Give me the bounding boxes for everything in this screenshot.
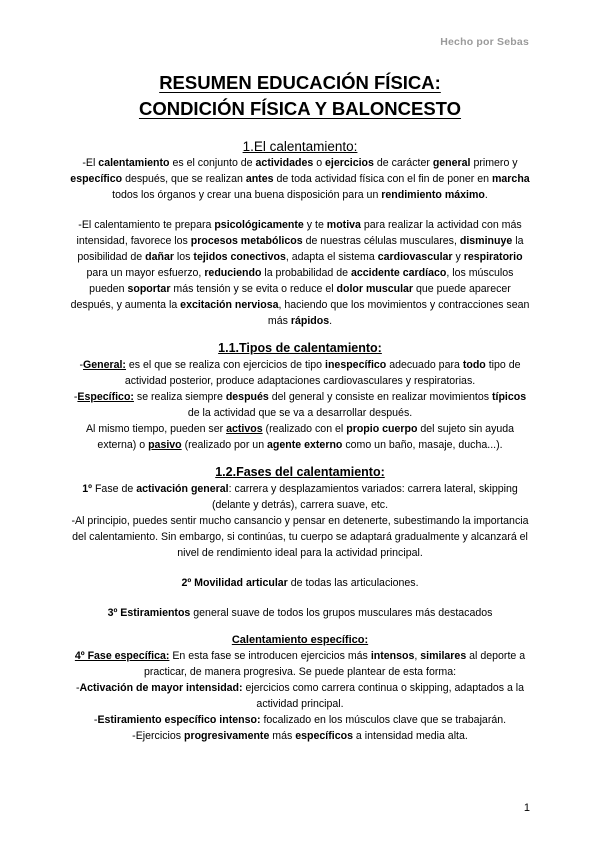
text-run: de nuestras células musculares, [302, 235, 460, 247]
bold-text: respiratorio [463, 251, 523, 263]
page-number: 1 [523, 802, 530, 814]
section-heading-tipos: 1.1.Tipos de calentamiento: [218, 341, 382, 355]
section-heading-calentamiento: 1.El calentamiento: [242, 139, 358, 154]
text-run: los [173, 251, 194, 263]
bold-text: específico [70, 173, 123, 185]
document-title [0, 70, 600, 122]
text-run: focalizado en los músculos clave que se trabajarán. [260, 714, 507, 726]
bold-text: cardiovascular [377, 251, 453, 263]
text-run: -Ejercicios [132, 730, 184, 742]
text-run: al deporte a practicar, de manera progresiva. Se puede plantear de esta forma: [143, 650, 526, 678]
text-run: se realiza siempre [133, 391, 226, 403]
text-run: Al mismo tiempo, pueden ser [85, 423, 227, 435]
bold-text: rendimiento máximo [381, 189, 485, 201]
bold-text: dolor muscular [336, 283, 414, 295]
text-run: después, que se realizan [122, 173, 246, 185]
bold-text: dañar [145, 251, 174, 263]
bold-text: activos [226, 423, 263, 435]
bold-text: rápidos [290, 315, 330, 327]
paragraph [70, 513, 530, 561]
text-run: tipo de actividad posterior, produce adaptaciones cardiovasculares y respiratorias. [124, 359, 521, 387]
bold-text: específicos [295, 730, 353, 742]
document-body [70, 138, 530, 744]
bold-text: marcha [492, 173, 530, 185]
bold-text: progresivamente [183, 730, 270, 742]
text-run: del sujeto sin ayuda externa) o [97, 423, 515, 451]
paragraph [70, 389, 530, 421]
bold-text: accidente cardíaco [350, 267, 447, 279]
bold-text: típicos [491, 391, 527, 403]
bold-text: propio cuerpo [346, 423, 418, 435]
title-line-1: RESUMEN EDUCACIÓN FÍSICA: [159, 72, 441, 93]
paragraph [70, 648, 530, 680]
paragraph [70, 217, 530, 329]
text-run: para realizar la actividad con más intensidad, favorece los [76, 219, 522, 247]
bold-text: reduciendo [204, 267, 262, 279]
text-run: . [484, 189, 488, 201]
text-run: primero y [470, 157, 518, 169]
title-line-2: CONDICIÓN FÍSICA Y BALONCESTO [138, 98, 462, 119]
bold-text: calentamiento [98, 157, 170, 169]
text-run: (realizado por un [181, 439, 268, 451]
text-run: y te [303, 219, 327, 231]
text-run: , adapta el sistema [285, 251, 378, 263]
text-run: - [75, 682, 80, 694]
paragraph [70, 712, 530, 728]
bold-text: excitación nerviosa [180, 299, 279, 311]
text-run: la probabilidad de [261, 267, 351, 279]
text-run: (realizado con el [262, 423, 347, 435]
text-run: de todas las articulaciones. [287, 577, 419, 589]
bold-text: motiva [326, 219, 361, 231]
bold-text: 1º [82, 483, 93, 495]
paragraph [70, 421, 530, 453]
text-run: a intensidad media alta. [352, 730, 468, 742]
text-run: , los músculos pueden [89, 267, 514, 295]
text-run: que puede aparecer después, y aumenta la [70, 283, 511, 311]
text-run: -Al principio, puedes sentir mucho cansancio y pensar en detenerte, subestimando la importancia del calentamiento. Sin embargo, si continúas, tu cuerpo se adaptará gradualmente y alcanzará el nivel de rendimiento ideal para la actividad principal. [71, 515, 529, 559]
text-run: ejercicios como carrera continua o skipping, adaptados a la actividad principal. [242, 682, 525, 710]
bold-text: activación general [136, 483, 229, 495]
paragraph [70, 728, 530, 744]
paragraph [70, 481, 530, 513]
text-run: , [414, 650, 421, 662]
bold-text: 4º Fase específica: [74, 650, 170, 662]
text-run: En esta fase se introducen ejercicios más [169, 650, 371, 662]
text-run: la posibilidad de [77, 235, 524, 263]
section-heading-especifico: Calentamiento específico: [231, 634, 369, 646]
bold-text: procesos metabólicos [190, 235, 303, 247]
text-run: de toda actividad física con el fin de poner en [273, 173, 492, 185]
text-run: general suave de todos los grupos musculares más destacados [190, 607, 493, 619]
section-heading-fases: 1.2.Fases del calentamiento: [215, 465, 385, 479]
bold-text: después [225, 391, 269, 403]
text-run: Fase de [92, 483, 137, 495]
bold-text: Específico: [77, 391, 134, 403]
paragraph [70, 680, 530, 712]
bold-text: General: [82, 359, 126, 371]
text-run: es el que se realiza con ejercicios de tipo [125, 359, 326, 371]
bold-text: pasivo [148, 439, 182, 451]
bold-text: Activación de mayor intensidad: [79, 682, 243, 694]
bold-text: 2º Movilidad articular [181, 577, 288, 589]
text-run: de la actividad que se va a desarrollar después. [187, 407, 413, 419]
text-run: más tensión y se evita o reduce el [170, 283, 337, 295]
text-run: como un baño, masaje, ducha...). [342, 439, 503, 451]
bold-text: similares [420, 650, 467, 662]
bold-text: inespecífico [325, 359, 387, 371]
text-run: - [79, 359, 83, 371]
text-run: todos los órganos y crear una buena disposición para un [112, 189, 382, 201]
text-run: -El calentamiento te prepara [78, 219, 215, 231]
text-run: - [93, 714, 98, 726]
bold-text: disminuye [459, 235, 513, 247]
author-label: Hecho por Sebas [440, 36, 529, 48]
bold-text: general [432, 157, 471, 169]
bold-text: todo [462, 359, 486, 371]
bold-text: actividades [255, 157, 314, 169]
paragraph [70, 357, 530, 389]
text-run: es el conjunto de [169, 157, 256, 169]
paragraph [70, 605, 530, 621]
bold-text: 3º Estiramientos [107, 607, 191, 619]
bold-text: psicológicamente [214, 219, 304, 231]
text-run: adecuado para [386, 359, 463, 371]
text-run: - [73, 391, 78, 403]
paragraph [70, 575, 530, 591]
text-run: o [313, 157, 326, 169]
text-run: de carácter [373, 157, 433, 169]
bold-text: antes [245, 173, 274, 185]
text-run: y [452, 251, 464, 263]
text-run: : carrera y desplazamientos variados: carrera lateral, skipping (delante y detrás), carrera suave, etc. [211, 483, 518, 511]
bold-text: agente externo [267, 439, 343, 451]
text-run: del general y consiste en realizar movimientos [268, 391, 492, 403]
text-run: para un mayor esfuerzo, [86, 267, 205, 279]
text-run: más [269, 730, 296, 742]
text-run: -El [82, 157, 99, 169]
paragraph [70, 155, 530, 203]
text-run: , haciendo que los movimientos y contracciones sean más [267, 299, 530, 327]
bold-text: intensos [370, 650, 415, 662]
text-run: . [329, 315, 333, 327]
bold-text: ejercicios [325, 157, 374, 169]
bold-text: Estiramiento específico intenso: [97, 714, 261, 726]
bold-text: soportar [127, 283, 171, 295]
bold-text: tejidos conectivos [193, 251, 286, 263]
